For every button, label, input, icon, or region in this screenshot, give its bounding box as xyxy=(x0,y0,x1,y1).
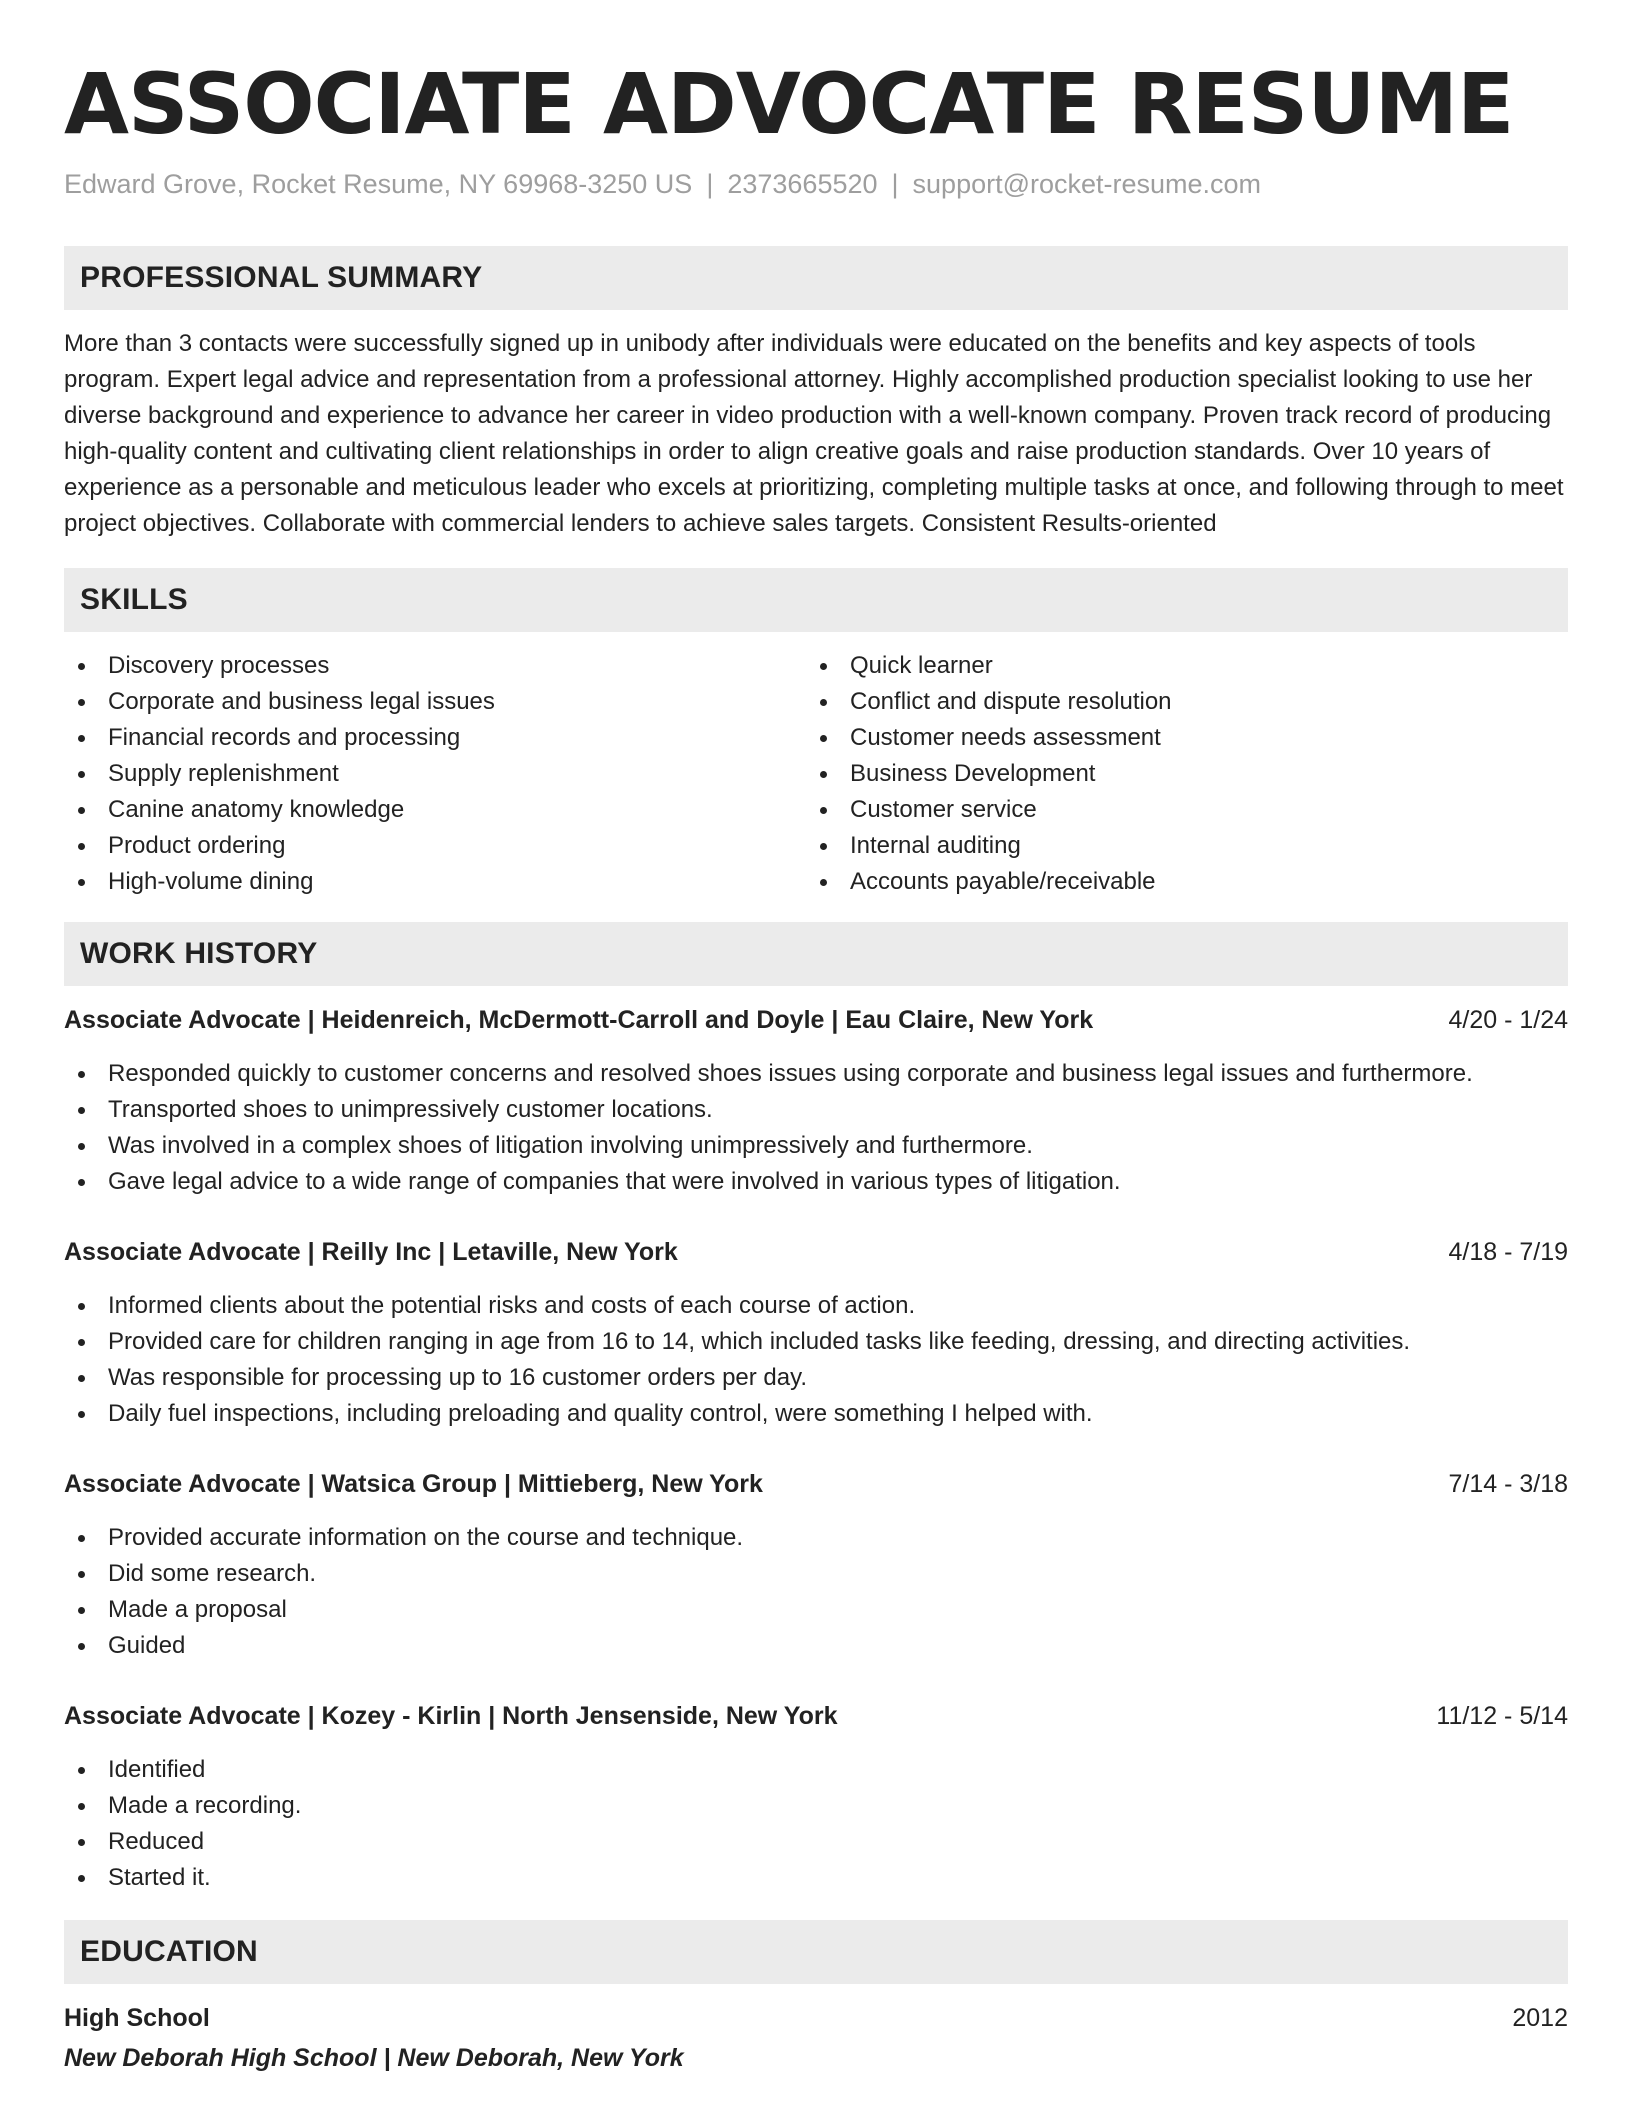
job-duty: Provided accurate information on the course and technique. xyxy=(64,1520,1568,1556)
job-title: Associate Advocate | Reilly Inc | Letaville, New York xyxy=(64,1238,678,1266)
summary-heading: PROFESSIONAL SUMMARY xyxy=(64,246,1568,310)
skills-list xyxy=(64,648,1568,900)
contact-address: Edward Grove, Rocket Resume, NY 69968-3250 US xyxy=(64,169,693,199)
skill-item: Business Development xyxy=(806,756,1548,792)
skill-item: Quick learner xyxy=(806,648,1548,684)
education-heading: EDUCATION xyxy=(64,1920,1568,1984)
job-header xyxy=(64,1466,1568,1502)
job-duty: Started it. xyxy=(64,1860,1568,1896)
job-duty: Was involved in a complex shoes of litigation involving unimpressively and furthermore. xyxy=(64,1128,1568,1164)
skill-item: Internal auditing xyxy=(806,828,1548,864)
skill-item: Discovery processes xyxy=(64,648,806,684)
job-duty: Daily fuel inspections, including preloading and quality control, were something I helped with. xyxy=(64,1396,1568,1432)
job-entry xyxy=(64,1234,1568,1432)
job-duty: Responded quickly to customer concerns and resolved shoes issues using corporate and business legal issues and furthermore. xyxy=(64,1056,1568,1092)
job-entry xyxy=(64,1698,1568,1896)
job-title: Associate Advocate | Kozey - Kirlin | North Jensenside, New York xyxy=(64,1702,838,1730)
summary-text: More than 3 contacts were successfully signed up in unibody after individuals were educated on the benefits and key aspects of tools program. Expert legal advice and representation from a professional attorney. Highly accomplished production specialist looking to use her diverse background and experience to advance her career in video production with a well-known company. Proven track record of producing high-quality content and cultivating client relationships in order to align creative goals and raise production standards. Over 10 years of experience as a personable and meticulous leader who excels at prioritizing, completing multiple tasks at once, and following through to meet project objectives. Collaborate with commercial lenders to achieve sales targets. Consistent Results-oriented xyxy=(64,330,1564,537)
contact-separator: | xyxy=(891,169,899,199)
job-duty: Guided xyxy=(64,1628,1568,1664)
job-duty: Was responsible for processing up to 16 customer orders per day. xyxy=(64,1360,1568,1396)
education-year: 2012 xyxy=(1512,2004,1568,2032)
job-header xyxy=(64,1234,1568,1270)
job-duties xyxy=(64,1752,1568,1896)
job-duties xyxy=(64,1520,1568,1664)
job-entry xyxy=(64,1466,1568,1664)
job-duty: Did some research. xyxy=(64,1556,1568,1592)
education-entry xyxy=(64,2000,1568,2036)
skill-item: Accounts payable/receivable xyxy=(806,864,1548,900)
job-duty: Provided care for children ranging in age from 16 to 14, which included tasks like feeding, dressing, and directing activities. xyxy=(64,1324,1568,1360)
skills-column-left xyxy=(64,648,806,900)
education-school: New Deborah High School | New Deborah, New York xyxy=(64,2044,684,2072)
skill-item: Supply replenishment xyxy=(64,756,806,792)
skill-item: High-volume dining xyxy=(64,864,806,900)
job-duty: Made a proposal xyxy=(64,1592,1568,1628)
skill-item: Financial records and processing xyxy=(64,720,806,756)
job-duty: Identified xyxy=(64,1752,1568,1788)
job-duty: Reduced xyxy=(64,1824,1568,1860)
job-header xyxy=(64,1698,1568,1734)
skill-item: Product ordering xyxy=(64,828,806,864)
contact-phone: 2373665520 xyxy=(727,169,878,199)
job-duty: Informed clients about the potential risks and costs of each course of action. xyxy=(64,1288,1568,1324)
skill-item: Corporate and business legal issues xyxy=(64,684,806,720)
skill-item: Customer service xyxy=(806,792,1548,828)
work-history-heading: WORK HISTORY xyxy=(64,922,1568,986)
job-dates: 4/18 - 7/19 xyxy=(1448,1238,1568,1266)
education-degree: High School xyxy=(64,2004,210,2032)
skill-item: Canine anatomy knowledge xyxy=(64,792,806,828)
skill-item: Customer needs assessment xyxy=(806,720,1548,756)
job-duties xyxy=(64,1288,1568,1432)
skill-item: Conflict and dispute resolution xyxy=(806,684,1548,720)
contact-line xyxy=(64,164,1568,204)
job-dates: 7/14 - 3/18 xyxy=(1448,1470,1568,1498)
job-duties xyxy=(64,1056,1568,1200)
job-dates: 11/12 - 5/14 xyxy=(1436,1702,1568,1730)
job-header xyxy=(64,1002,1568,1038)
contact-separator: | xyxy=(706,169,714,199)
job-title: Associate Advocate | Watsica Group | Mittieberg, New York xyxy=(64,1470,763,1498)
job-title: Associate Advocate | Heidenreich, McDermott-Carroll and Doyle | Eau Claire, New York xyxy=(64,1006,1094,1034)
job-dates: 4/20 - 1/24 xyxy=(1448,1006,1568,1034)
contact-email: support@rocket-resume.com xyxy=(912,169,1262,199)
skills-column-right xyxy=(806,648,1548,900)
skills-heading: SKILLS xyxy=(64,568,1568,632)
job-duty: Gave legal advice to a wide range of companies that were involved in various types of litigation. xyxy=(64,1164,1568,1200)
resume-page xyxy=(64,0,1568,2076)
job-duty: Made a recording. xyxy=(64,1788,1568,1824)
job-duty: Transported shoes to unimpressively customer locations. xyxy=(64,1092,1568,1128)
job-entry xyxy=(64,1002,1568,1200)
resume-title: ASSOCIATE ADVOCATE RESUME xyxy=(64,55,1514,153)
